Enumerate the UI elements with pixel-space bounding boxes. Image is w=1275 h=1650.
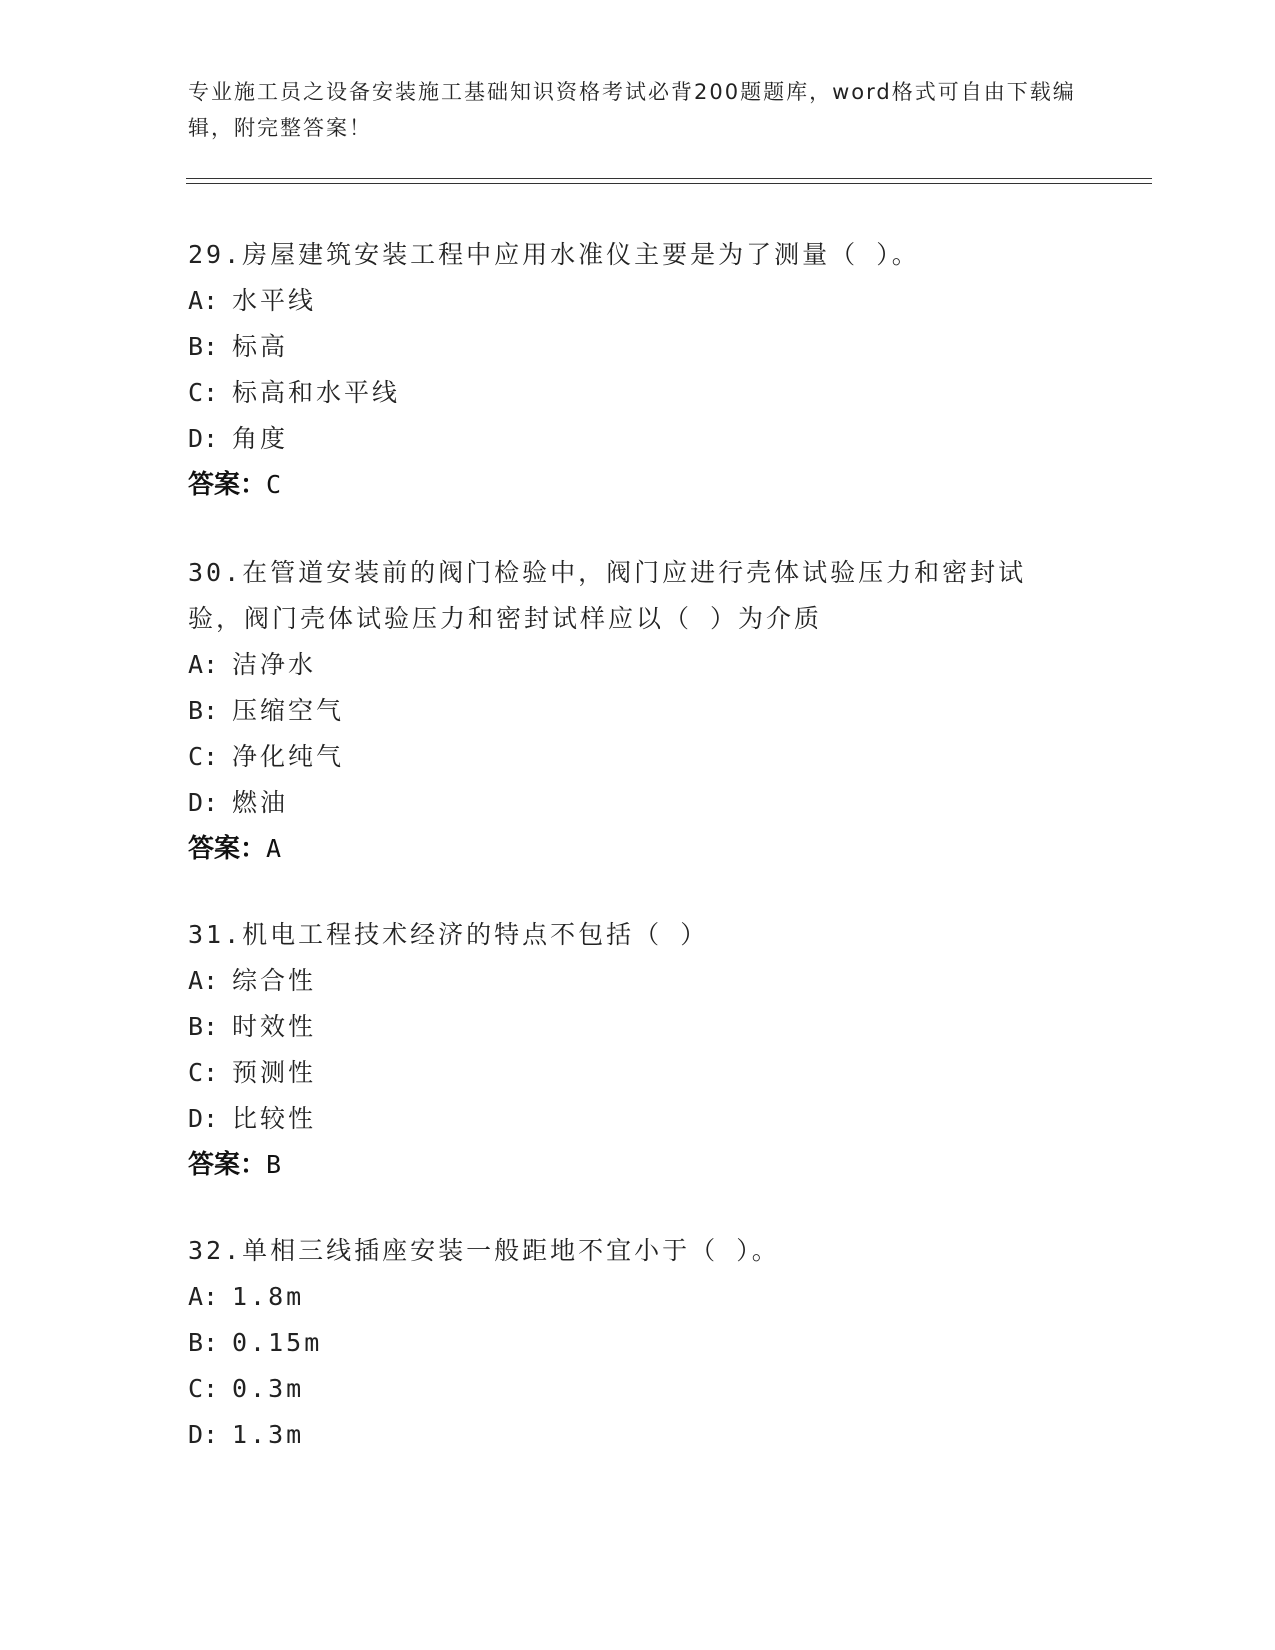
option-key: D:	[188, 788, 219, 817]
answer-line	[188, 1142, 1108, 1188]
option-text: 0.3m	[232, 1374, 305, 1403]
answer-line	[188, 462, 1108, 508]
option-text: 洁净水	[232, 650, 317, 679]
option-c	[188, 734, 1108, 780]
option-key: D:	[188, 424, 219, 453]
header-text: 专业施工员之设备安装施工基础知识资格考试必背200题题库，word格式可自由下载编辑，附完整答案！	[188, 80, 1076, 140]
answer-label: 答案：	[188, 834, 267, 864]
option-c	[188, 1366, 1108, 1412]
option-b	[188, 688, 1108, 734]
option-d	[188, 1096, 1108, 1142]
option-text: 标高和水平线	[232, 378, 401, 407]
option-key: C:	[188, 1058, 219, 1087]
option-text: 1.8m	[232, 1282, 305, 1311]
option-d	[188, 780, 1108, 826]
option-key: C:	[188, 742, 219, 771]
question-29	[188, 232, 1108, 508]
option-text: 角度	[232, 424, 289, 453]
question-stem: 31.机电工程技术经济的特点不包括（ ）	[188, 920, 709, 949]
option-b	[188, 1320, 1108, 1366]
question-30	[188, 550, 1108, 872]
option-text: 预测性	[232, 1058, 317, 1087]
option-text: 标高	[232, 332, 289, 361]
option-text: 比较性	[232, 1104, 317, 1133]
option-key: B:	[188, 1328, 219, 1357]
header-divider-top	[186, 178, 1152, 179]
option-a	[188, 958, 1108, 1004]
answer-value: C	[266, 470, 282, 499]
question-stem: 30.在管道安装前的阀门检验中，阀门应进行壳体试验压力和密封试验，阀门壳体试验压力和密封试样应以（ ）为介质	[188, 558, 1027, 633]
option-text: 1.3m	[232, 1420, 305, 1449]
question-stem: 29.房屋建筑安装工程中应用水准仪主要是为了测量（ ）。	[188, 240, 920, 269]
option-key: A:	[188, 966, 219, 995]
option-key: A:	[188, 650, 219, 679]
answer-value: A	[266, 834, 282, 863]
question-stem: 32.单相三线插座安装一般距地不宜小于（ ）。	[188, 1236, 780, 1265]
option-text: 水平线	[232, 286, 317, 315]
option-key: D:	[188, 1104, 219, 1133]
option-key: B:	[188, 1012, 219, 1041]
answer-value: B	[266, 1150, 282, 1179]
option-d	[188, 416, 1108, 462]
header-divider-bottom	[186, 183, 1152, 184]
answer-line	[188, 826, 1108, 872]
option-text: 净化纯气	[232, 742, 345, 771]
option-key: D:	[188, 1420, 219, 1449]
option-text: 时效性	[232, 1012, 317, 1041]
answer-label: 答案：	[188, 1150, 267, 1180]
option-b	[188, 1004, 1108, 1050]
option-text: 综合性	[232, 966, 317, 995]
option-key: C:	[188, 1374, 219, 1403]
option-text: 压缩空气	[232, 696, 345, 725]
option-c	[188, 1050, 1108, 1096]
document-header	[188, 74, 1088, 146]
option-text: 燃油	[232, 788, 289, 817]
option-key: B:	[188, 332, 219, 361]
option-a	[188, 278, 1108, 324]
question-32	[188, 1228, 1108, 1458]
option-key: A:	[188, 1282, 219, 1311]
option-key: B:	[188, 696, 219, 725]
option-b	[188, 324, 1108, 370]
answer-label: 答案：	[188, 470, 267, 500]
option-key: C:	[188, 378, 219, 407]
option-d	[188, 1412, 1108, 1458]
option-a	[188, 1274, 1108, 1320]
option-a	[188, 642, 1108, 688]
question-31	[188, 912, 1108, 1188]
option-text: 0.15m	[232, 1328, 323, 1357]
option-key: A:	[188, 286, 219, 315]
option-c	[188, 370, 1108, 416]
